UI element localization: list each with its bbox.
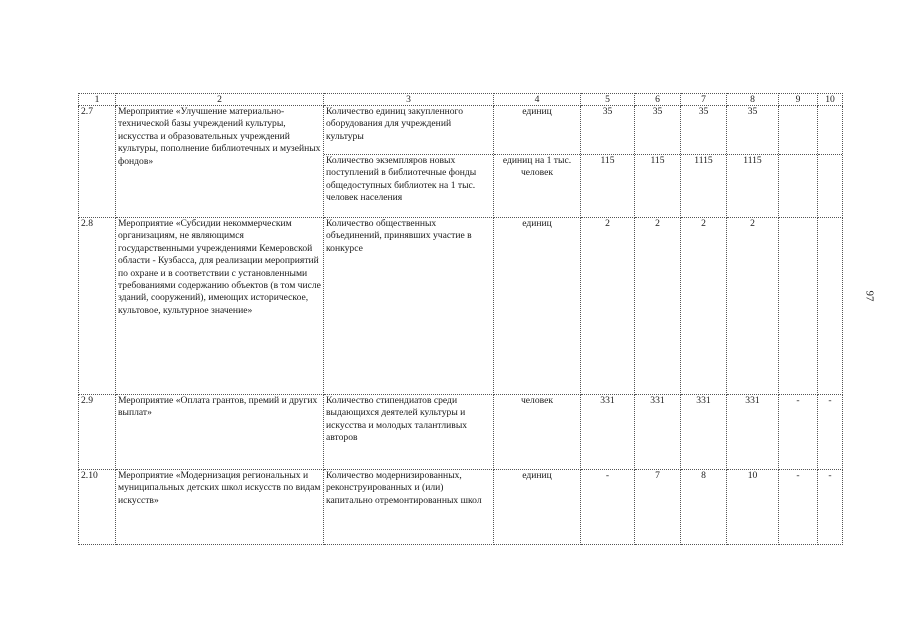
column-number-row bbox=[79, 94, 843, 106]
table-row bbox=[79, 106, 843, 218]
unit-value: единиц bbox=[522, 106, 552, 117]
value: 8 bbox=[681, 470, 727, 545]
value-cell bbox=[635, 106, 681, 218]
value: 2 bbox=[581, 218, 635, 395]
unit-cell bbox=[494, 106, 581, 218]
value: 2 bbox=[635, 218, 681, 395]
unit-value: единиц на 1 тыс. человек bbox=[494, 154, 580, 217]
value: 10 bbox=[727, 470, 779, 545]
activity-description: Мероприятие «Оплата грантов, премий и других выплат» bbox=[116, 395, 324, 470]
row-number: 2.7 bbox=[79, 106, 116, 218]
value: 1115 bbox=[681, 154, 726, 217]
value-cell bbox=[818, 106, 843, 218]
value: 35 bbox=[747, 106, 758, 117]
table-row bbox=[79, 218, 843, 395]
value: 331 bbox=[681, 395, 727, 470]
activity-description: Мероприятие «Модернизация региональных и муниципальных детских школ искусств по видам искусств» bbox=[116, 470, 324, 545]
row-number: 2.8 bbox=[79, 218, 116, 395]
page-number: 97 bbox=[863, 290, 876, 302]
column-header: 1 bbox=[79, 94, 116, 106]
value bbox=[779, 154, 817, 217]
value: 115 bbox=[581, 154, 634, 217]
value: - bbox=[779, 470, 818, 545]
value bbox=[818, 218, 843, 395]
indicators-table bbox=[78, 93, 843, 545]
value-cell bbox=[779, 106, 818, 218]
value: 331 bbox=[727, 395, 779, 470]
value bbox=[779, 218, 818, 395]
column-header: 4 bbox=[494, 94, 581, 106]
value: 35 bbox=[652, 106, 663, 117]
table-row bbox=[79, 470, 843, 545]
indicator-cell bbox=[324, 106, 494, 218]
table-row bbox=[79, 395, 843, 470]
indicator-name: Количество экземпляров новых поступлений в библиотечные фонды общедоступных библиотек на 1 тыс. человек населения bbox=[324, 154, 493, 217]
value: 1115 bbox=[727, 154, 778, 217]
row-number: 2.9 bbox=[79, 395, 116, 470]
value: - bbox=[779, 395, 818, 470]
unit-value: единиц bbox=[494, 470, 581, 545]
value: 115 bbox=[635, 154, 680, 217]
unit-value: человек bbox=[494, 395, 581, 470]
value: 35 bbox=[602, 106, 613, 117]
value-cell bbox=[581, 106, 635, 218]
column-header: 7 bbox=[681, 94, 727, 106]
value-cell bbox=[681, 106, 727, 218]
value bbox=[818, 154, 842, 217]
value: 331 bbox=[581, 395, 635, 470]
column-header: 9 bbox=[779, 94, 818, 106]
value bbox=[779, 106, 817, 154]
value: 35 bbox=[698, 106, 709, 117]
column-header: 6 bbox=[635, 94, 681, 106]
value bbox=[818, 106, 842, 154]
column-header: 3 bbox=[324, 94, 494, 106]
value-cell bbox=[727, 106, 779, 218]
column-header: 5 bbox=[581, 94, 635, 106]
value: 331 bbox=[635, 395, 681, 470]
value: - bbox=[818, 395, 843, 470]
indicator-name: Количество единиц закупленного оборудования для учреждений культуры bbox=[326, 106, 464, 142]
value: 2 bbox=[681, 218, 727, 395]
unit-value: единиц bbox=[494, 218, 581, 395]
value: 7 bbox=[635, 470, 681, 545]
column-header: 8 bbox=[727, 94, 779, 106]
value: - bbox=[818, 470, 843, 545]
row-number: 2.10 bbox=[79, 470, 116, 545]
value: - bbox=[581, 470, 635, 545]
indicator-name: Количество стипендиатов среди выдающихся деятелей культуры и искусства и молодых талантливых авторов bbox=[324, 395, 494, 470]
value: 2 bbox=[727, 218, 779, 395]
indicator-name: Количество общественных объединений, принявших участие в конкурсе bbox=[324, 218, 494, 395]
column-header: 10 bbox=[818, 94, 843, 106]
indicator-name: Количество модернизированных, реконструированных и (или) капитально отремонтированных школ bbox=[324, 470, 494, 545]
column-header: 2 bbox=[116, 94, 324, 106]
activity-description: Мероприятие «Улучшение материально-технической базы учреждений культуры, искусства и образовательных учреждений культуры, пополнение библиотечных и музейных фондов» bbox=[116, 106, 324, 218]
activity-description: Мероприятие «Субсидии некоммерческим организациям, не являющимся государственными учреждениями Кемеровской области - Кузбасса, для реализации мероприятий по охране и в соответствии с установленными требованиями содержанию объектов (в том числе зданий, сооружений), имеющих историческое, культовое, культурное значение» bbox=[116, 218, 324, 395]
